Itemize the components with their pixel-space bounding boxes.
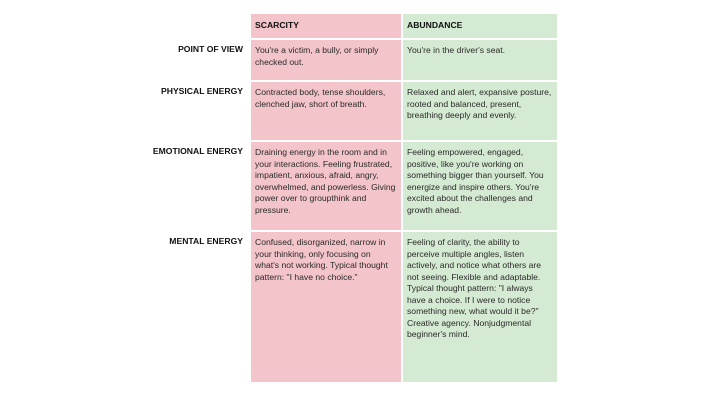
header-scarcity: SCARCITY (249, 14, 402, 38)
row-label-mental-energy: MENTAL ENERGY (169, 236, 243, 246)
abundance-point-of-view: You're in the driver's seat. (402, 38, 557, 80)
row-label-emotional-energy: EMOTIONAL ENERGY (152, 146, 243, 156)
abundance-mental-energy: Feeling of clarity, the ability to perceive multiple angles, listen actively, and notice what others are not seeing. Flexible and adaptable. Typical thought pattern: "I always have a choice. If I were to notice something new, what would it be?" Creative agency. Nonjudgmental beginner's mind. (402, 230, 557, 382)
row-label-physical-energy: PHYSICAL ENERGY (161, 86, 243, 96)
corner-empty (130, 14, 249, 38)
scarcity-emotional-energy: Draining energy in the room and in your interactions. Feeling frustrated, impatient, anxious, afraid, angry, overwhelmed, and powerless. Giving power over to groupthink and pressure. (249, 140, 402, 230)
scarcity-point-of-view: You're a victim, a bully, or simply checked out. (249, 38, 402, 80)
scarcity-mental-energy: Confused, disorganized, narrow in your thinking, only focusing on what's not working. Typical thought pattern: "I have no choice." (249, 230, 402, 382)
comparison-table (130, 14, 560, 382)
abundance-emotional-energy: Feeling empowered, engaged, positive, like you're working on something bigger than yourself. You energize and inspire others. You're excited about the challenges and growth ahead. (402, 140, 557, 230)
abundance-physical-energy: Relaxed and alert, expansive posture, rooted and balanced, present, breathing deeply and evenly. (402, 80, 557, 140)
header-abundance: ABUNDANCE (402, 14, 557, 38)
row-label-point-of-view: POINT OF VIEW (178, 44, 243, 54)
scarcity-physical-energy: Contracted body, tense shoulders, clenched jaw, short of breath. (249, 80, 402, 140)
